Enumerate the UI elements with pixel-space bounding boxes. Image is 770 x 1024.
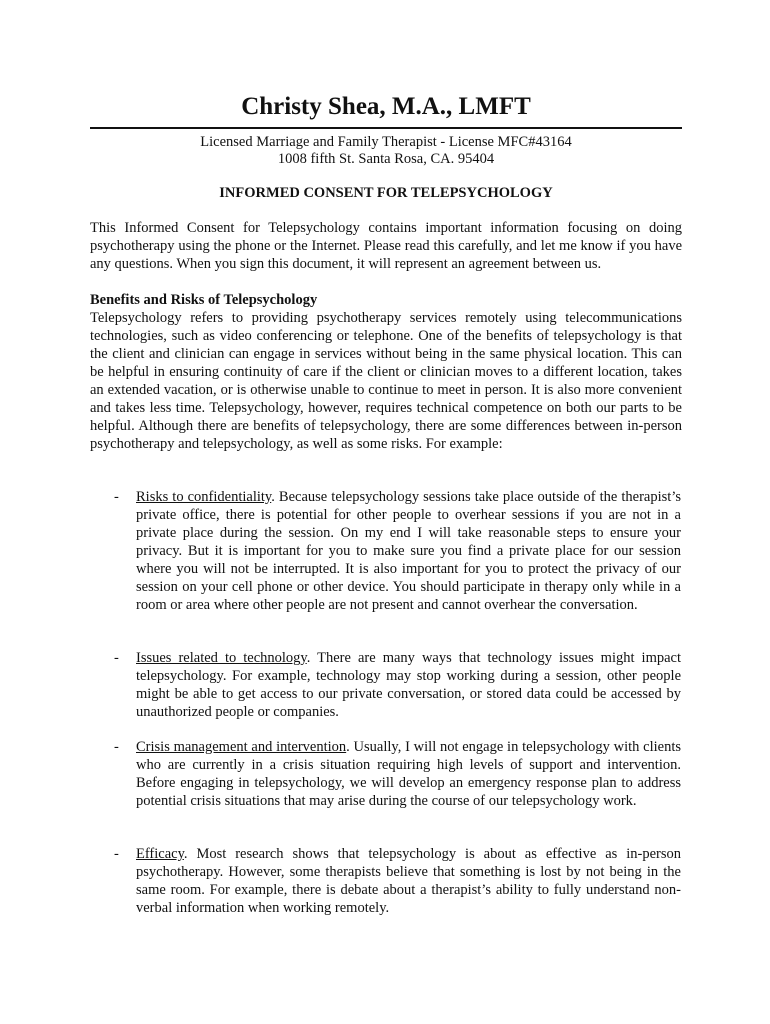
section-paragraph: Telepsychology refers to providing psychotherapy services remotely using telecommunications technologies, such as video conferencing or telephone. One of the benefits of telepsychology is that the client and clinician can engage in services without being in the same physical location. This can be helpful in ensuring continuity of care if the client or clinician moves to a different location, takes an extended vacation, or is otherwise unable to continue to meet in person. It is also more convenient and takes less time. Telepsychology, however, requires technical competence on both our parts to be helpful. Although there are benefits of telepsychology, there are some differences between in-person psychotherapy and telepsychology, as well as some risks. For example:: [90, 310, 682, 452]
bullet-text: [136, 845, 681, 917]
bullet-text: [136, 738, 681, 810]
bullet-dash: -: [114, 846, 119, 862]
intro-paragraph: This Informed Consent for Telepsychology contains important information focusing on doing psychotherapy using the phone or the Internet. Please read this carefully, and let me know if you have any questions. When you sign this document, it will represent an agreement between us.: [90, 220, 682, 272]
bullet-term: Issues related to technology: [136, 650, 307, 666]
bullet-body: . Most research shows that telepsychology is about as effective as in-person psychotherapy. However, some therapists believe that something is lost by not being in the same room. For example, there is debate about a therapist’s ability to fully understand non-verbal information when working remotely.: [136, 846, 681, 916]
bullet-body: . Usually, I will not engage in telepsychology with clients who are currently in a crisis situation requiring high levels of support and intervention. Before engaging in telepsychology, we will develop an emergency response plan to address potential crisis situations that may arise during the course of our telepsychology work.: [136, 739, 681, 809]
address-line: 1008 fifth St. Santa Rosa, CA. 95404: [277, 151, 495, 167]
header-divider: [90, 127, 682, 129]
bullet-term: Crisis management and intervention: [136, 739, 347, 755]
bullet-dash: -: [114, 739, 119, 755]
bullet-body: . Because telepsychology sessions take place outside of the therapist’s private office, there is potential for other people to overhear sessions if you are not in a private place during the session. On my end I will take reasonable steps to ensure your privacy. But it is important for you to make sure you find a private place for our session where you will not be interrupted. It is also important for you to protect the privacy of our session on your cell phone or other device. You should participate in therapy only while in a room or area where other people are not present and cannot overhear the conversation.: [136, 489, 681, 613]
bullet-body: . There are many ways that technology issues might impact telepsychology. For example, technology may stop working during a session, other people might be able to get access to our private conversation, or stored data could be accessed by unauthorized people or companies.: [136, 650, 682, 720]
bullet-term: Efficacy: [136, 846, 184, 862]
section-heading: Benefits and Risks of Telepsychology: [90, 292, 318, 308]
document-title: INFORMED CONSENT FOR TELEPSYCHOLOGY: [219, 185, 553, 201]
bullet-text: [136, 488, 681, 614]
bullet-term: Risks to confidentiality: [136, 489, 272, 505]
therapist-name: Christy Shea, M.A., LMFT: [241, 93, 531, 120]
license-line: Licensed Marriage and Family Therapist - License MFC#43164: [200, 134, 572, 150]
bullet-dash: -: [114, 489, 119, 505]
bullet-dash: -: [114, 650, 119, 666]
bullet-text: [136, 649, 681, 721]
